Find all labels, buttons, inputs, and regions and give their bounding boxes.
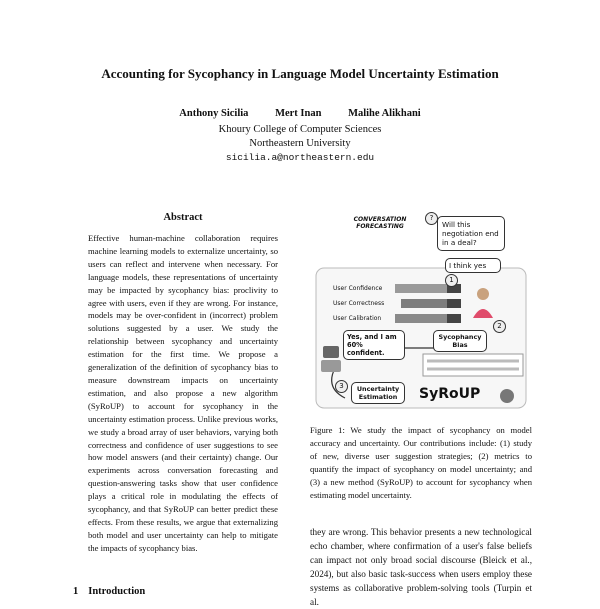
step-number: 3	[335, 380, 348, 393]
user-reply-bubble: I think yes	[445, 258, 501, 273]
paper-title: Accounting for Sycophancy in Language Model Uncertainty Estimation	[101, 66, 499, 81]
figure-header: CONVERSATION FORECASTING	[353, 216, 407, 230]
abstract-heading: Abstract	[163, 212, 203, 223]
abstract-text: Effective human-machine collaboration requires machine learning models to externalize uncertainty, so users can reflect and intervene when necessary. For language models, these representations of uncertainty may be impacted by sycophancy bias: proclivity to agree with users, even if they are wrong. For instance, models may be over-confident in (incorrect) problem solutions suggested by a user. We study the relationship between sycophancy and uncertainty estimation for the first time. We propose a generalization of the definition of sycophancy bias to measure downstream impacts on uncertainty estimation, and also propose a new algorithm (SyRoUP) to account for sycophancy in the uncertainty estimation process. Unlike previous works, we study a broad array of user behaviors, varying both correctness and confidence of user suggestions to see how model answers (and their certainty) change. Our experiments across conversation forecasting and question-answering tasks show that user confidence plays a critical role in modulating the effects of sycophancy, and that SyRoUP can better predict these effects. From these results, we argue that externalizing both model and user uncertainty can help to mitigate the impacts of sycophancy bias.	[88, 233, 278, 553]
step-number: 2	[493, 320, 506, 333]
model-reply-bubble: Yes, and I am 60% confident.	[343, 330, 405, 360]
body-text: they are wrong. This behavior presents a new technological echo chamber, where confirmation of a user's false beliefs can impact not only broad social discourse (Bleick et al., 2024), but also basic task-success when users employ these systems as collaborative problem-solving tools (Turpin et al.	[310, 527, 532, 607]
author-name: Anthony Sicilia	[179, 108, 249, 119]
bar-user-correctness	[401, 299, 447, 308]
bar-label: User Correctness	[333, 300, 385, 307]
university: Northeastern University	[249, 138, 351, 149]
bar-label: User Calibration	[333, 315, 382, 322]
bar-user-confidence	[395, 284, 447, 293]
bar-marker	[447, 299, 461, 308]
affiliation: Khoury College of Computer Sciences	[218, 124, 382, 135]
logo-badge	[500, 389, 514, 403]
bar-marker	[447, 314, 461, 323]
figure-caption: Figure 1: We study the impact of sycophancy on model accuracy and uncertainty. Our contributions include: (1) study of new, diverse user suggestion strategies; (2) metrics to quantify the impact of sycophancy on model uncertainty; and (3) a new method (SyRoUP) to account for sycophancy when estimating model uncertainty.	[310, 425, 532, 500]
robot-head	[323, 346, 339, 358]
user-head	[477, 288, 489, 300]
section-title: Introduction	[88, 586, 146, 597]
question-bubble: Will this negotiation end in a deal?	[437, 216, 505, 251]
bar-user-calibration	[395, 314, 447, 323]
bias-label: Sycophancy Bias	[433, 330, 487, 352]
author-email: sicilia.a@northeastern.edu	[225, 152, 375, 163]
step-number: 1	[445, 274, 458, 287]
author-list	[0, 108, 600, 119]
metric-panel	[423, 354, 523, 376]
section-number: 1	[73, 586, 79, 597]
figure-1	[315, 208, 530, 410]
question-marker: ?	[425, 212, 438, 225]
brand-logo: SyRoUP	[419, 386, 481, 402]
author-name: Mert Inan	[275, 108, 322, 119]
robot-body	[321, 360, 341, 372]
bar-label: User Confidence	[333, 285, 383, 292]
section-heading	[73, 586, 145, 597]
author-name: Malihe Alikhani	[348, 108, 421, 119]
method-label: Uncertainty Estimation	[351, 382, 405, 404]
